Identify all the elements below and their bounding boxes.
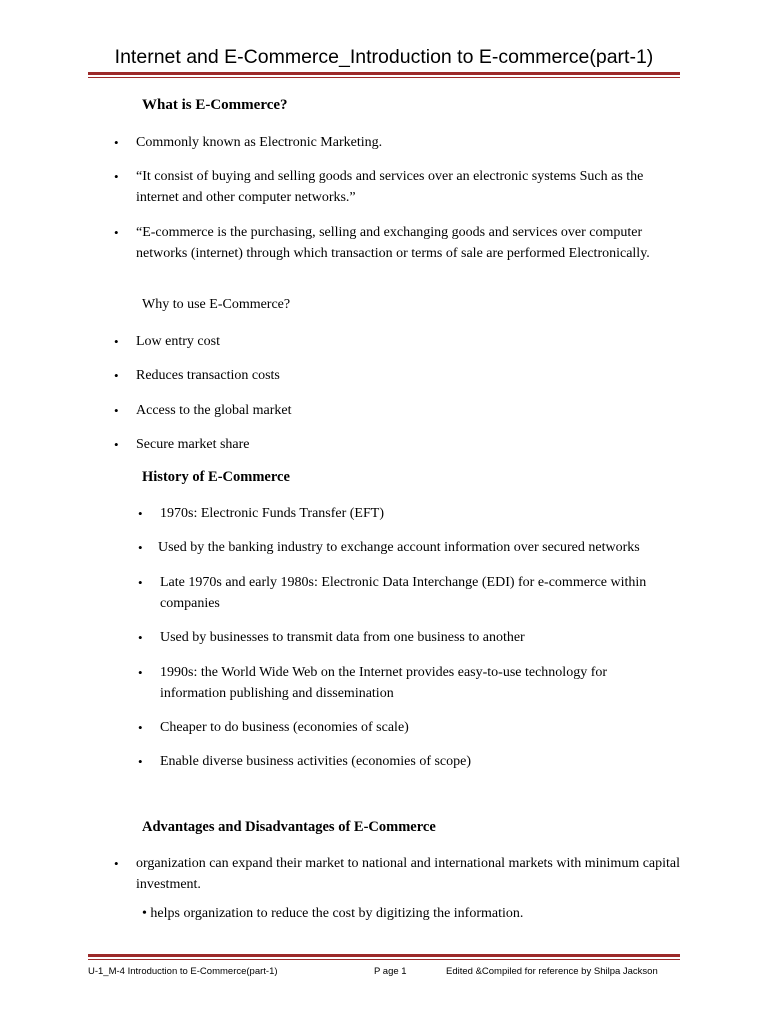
list-item-text: Commonly known as Electronic Marketing. [136,135,383,150]
list-item [138,627,680,648]
page-header-title: Internet and E-Commerce_Introduction to E-commerce(part-1) [114,46,654,68]
list-item-text: Late 1970s and early 1980s: Electronic Data Interchange (EDI) for e-commerce within companies [160,575,647,611]
list-item-text: Used by businesses to transmit data from one business to another [160,630,525,645]
list-item [114,434,676,455]
header-rule-thick [88,72,680,75]
list-item-text: Reduces transaction costs [136,368,280,383]
list-item-text: “E-commerce is the purchasing, selling and exchanging goods and services over computer networks (internet) through which transaction or terms of sale are performed Electronically. [136,225,650,261]
footer-left: U-1_M-4 Introduction to E-Commerce(part-1) [88,966,278,977]
list-item [138,537,698,558]
list-item-text: Access to the global market [136,403,292,418]
header-rule-thin [88,77,680,78]
what-is-heading: What is E-Commerce? [142,97,288,113]
bullet-icon: • [138,540,143,555]
bullet-icon: • [114,856,119,871]
list-item-text: 1970s: Electronic Funds Transfer (EFT) [160,506,384,521]
bullet-icon: • [114,368,119,383]
list-item [114,222,676,264]
bullet-icon: • [138,754,143,769]
list-item [114,132,676,153]
footer-right: Edited &Compiled for reference by Shilpa Jackson [446,966,658,977]
list-item-text: Low entry cost [136,334,220,349]
bullet-icon: • [114,334,119,349]
sub-bullet-text: • helps organization to reduce the cost by digitizing the information. [142,906,524,921]
bullet-icon: • [114,169,119,184]
bullet-icon: • [114,437,119,452]
list-item [114,365,676,386]
list-item-text: Cheaper to do business (economies of scale) [160,720,409,735]
bullet-icon: • [138,575,143,590]
bullet-icon: • [138,665,143,680]
list-item [138,572,660,614]
bullet-icon: • [114,403,119,418]
list-item-text: 1990s: the World Wide Web on the Internet provides easy-to-use technology for information publishing and dissemination [160,665,608,701]
list-item [114,166,676,208]
bullet-icon: • [138,720,143,735]
list-item-text: Enable diverse business activities (economies of scope) [160,754,472,769]
list-item [138,717,680,738]
list-item [114,331,676,352]
footer-rule-thick [88,954,680,957]
history-heading: History of E-Commerce [142,469,290,485]
bullet-icon: • [114,135,119,150]
list-item-text: organization can expand their market to national and international markets with minimum capital investment. [136,856,681,892]
bullet-icon: • [138,506,143,521]
list-item [114,400,676,421]
why-question: Why to use E-Commerce? [142,297,291,312]
list-item [114,853,681,895]
list-item [138,662,660,704]
list-item [138,751,680,772]
list-item-text: Used by the banking industry to exchange account information over secured networks [158,540,640,555]
bullet-icon: • [114,225,119,240]
bullet-icon: • [138,630,143,645]
list-item [138,503,680,524]
advantages-heading: Advantages and Disadvantages of E-Commerce [142,819,436,835]
footer-rule-thin [88,959,680,960]
list-item-text: Secure market share [136,437,250,452]
footer-page-number: P age 1 [374,966,407,977]
list-item-text: “It consist of buying and selling goods and services over an electronic systems Such as the internet and other computer networks.” [136,169,644,205]
